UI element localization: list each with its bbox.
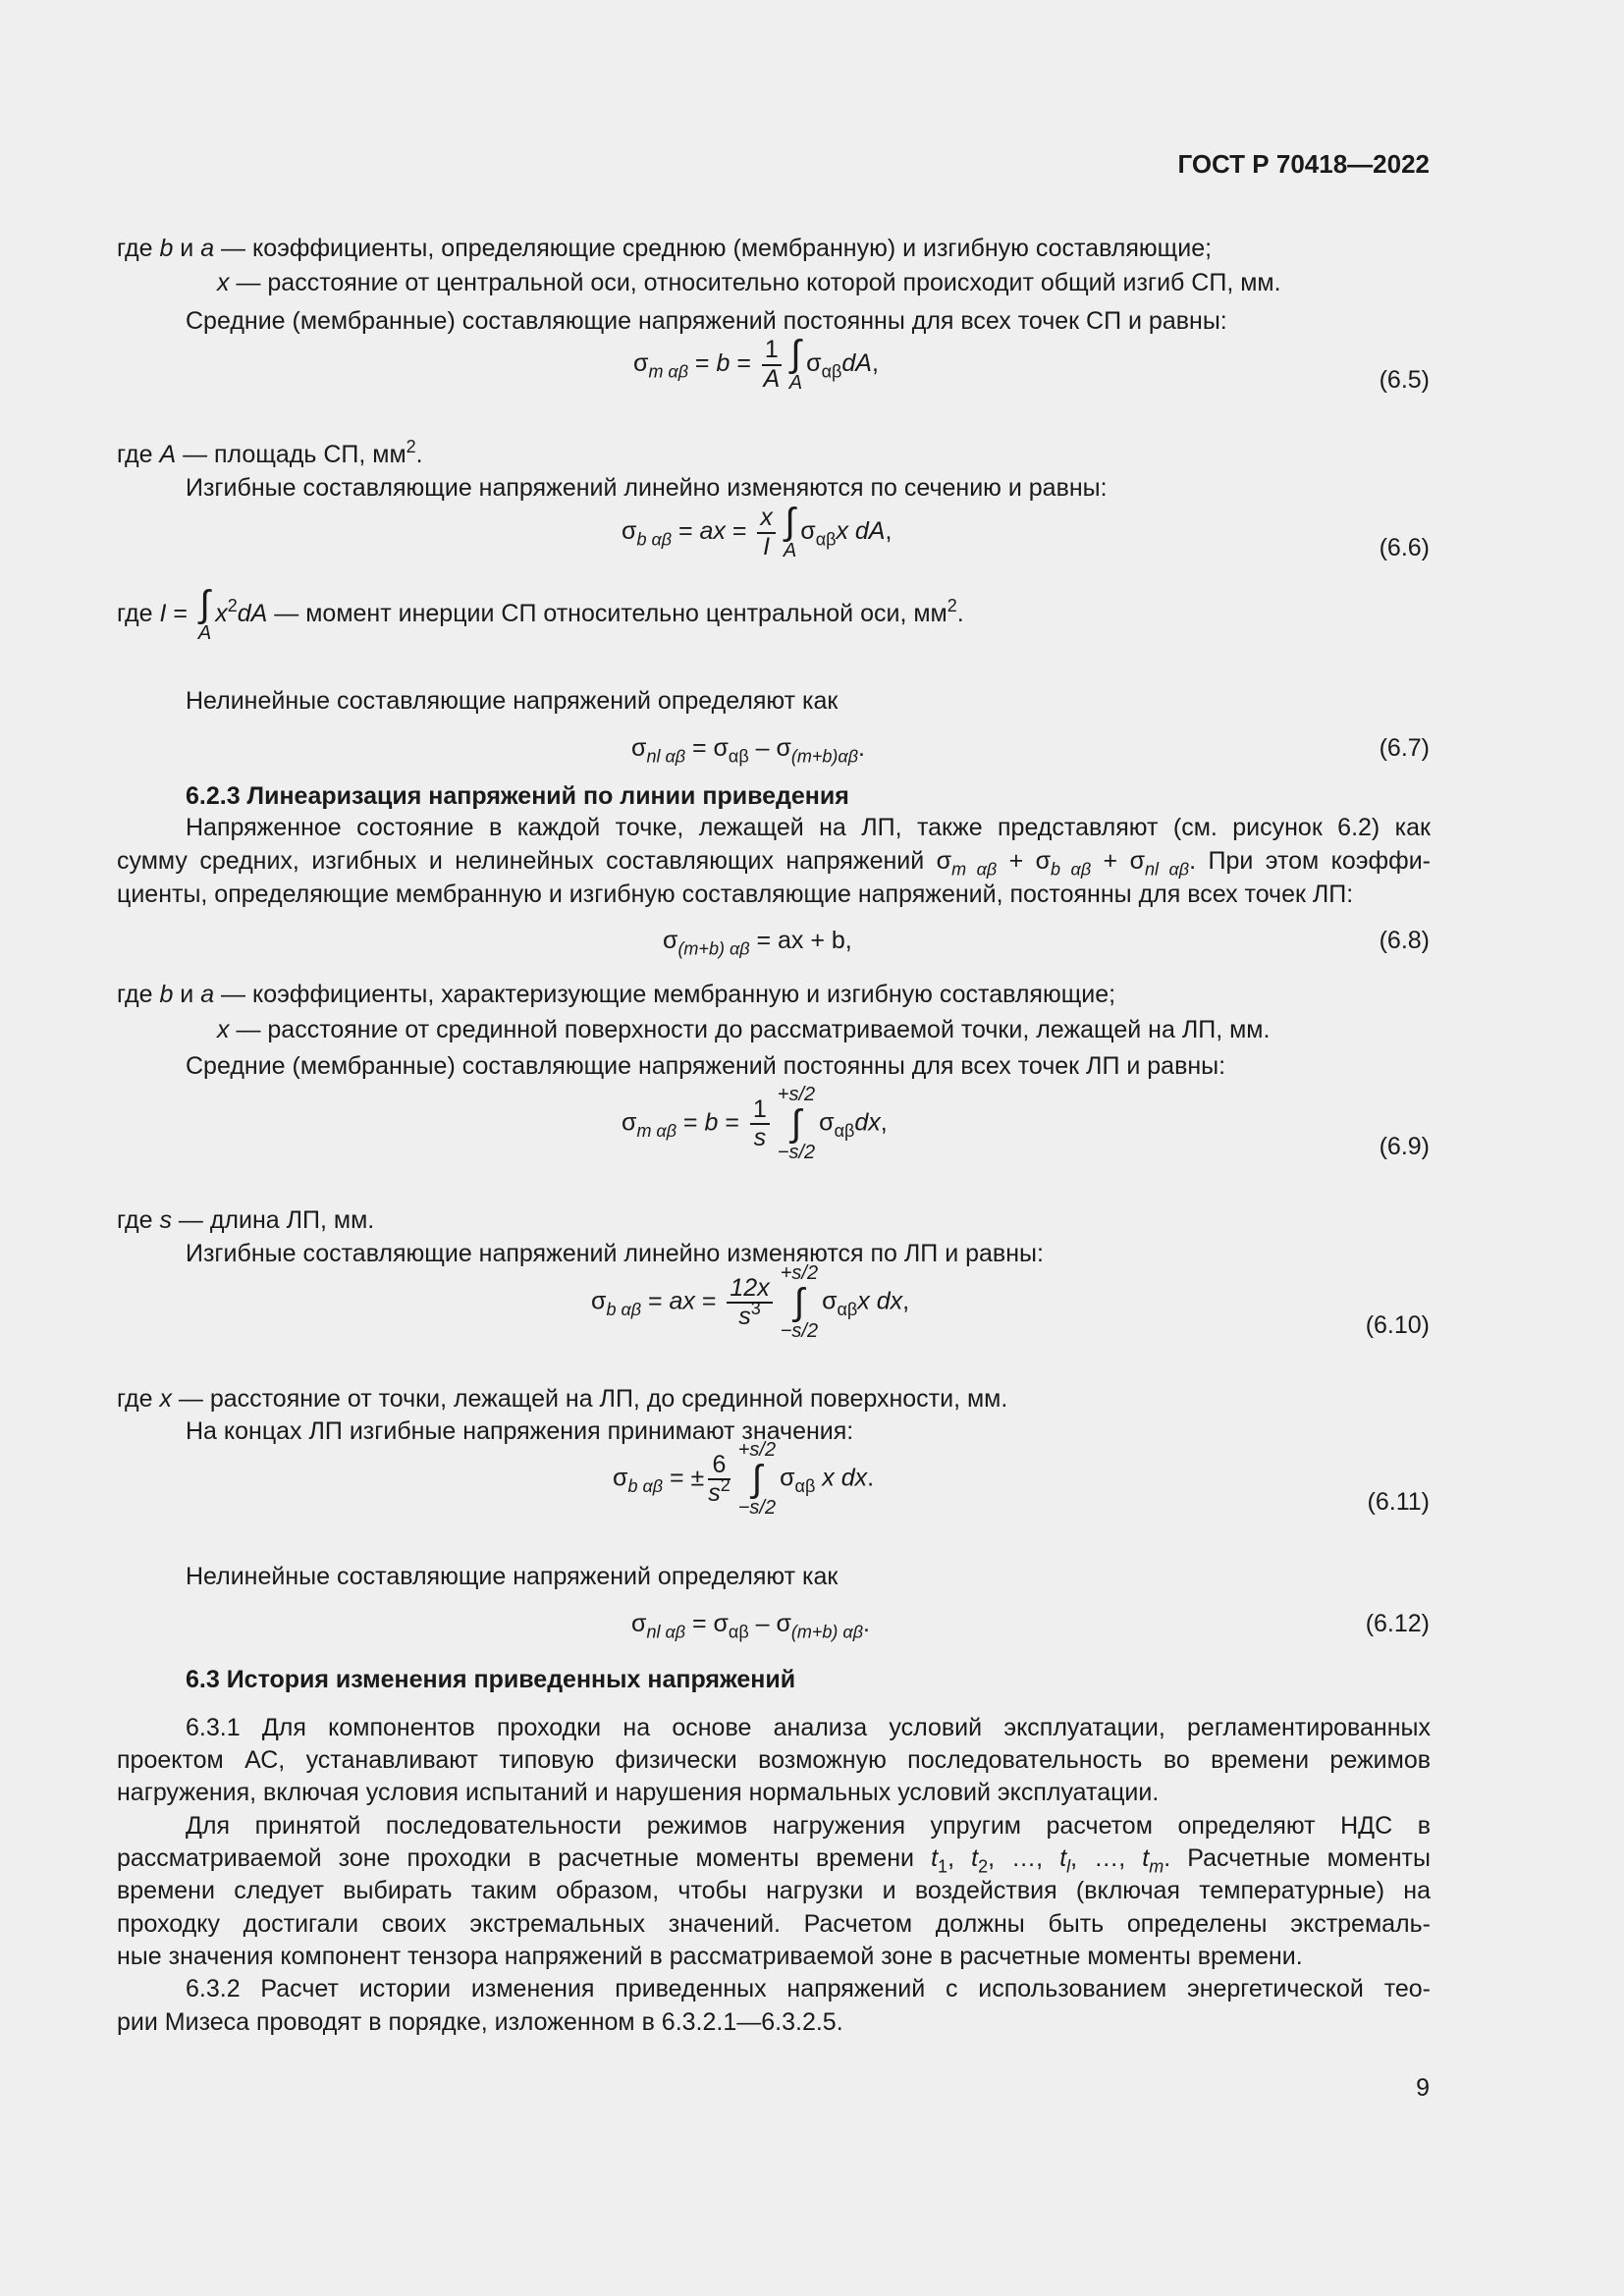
equation-6-8: $\sigma_{(m+b) \alpha\beta}$ = ax + b, (6.8) [0,924,1624,957]
text-line: где A — площадь СП, $мм^2$. [117,437,423,468]
equation-number: (6.5) [1379,366,1430,394]
text-line: Изгибные составляющие напряжений линейно изменяются по сечению и равны: [186,474,1108,502]
equation-number: (6.7) [1379,734,1430,762]
text-line: x — расстояние от срединной поверхности до рассматриваемой точки, лежащей на ЛП, мм. [217,1016,1271,1043]
equation-number: (6.9) [1379,1133,1430,1160]
equation-number: (6.11) [1367,1488,1430,1516]
equation-6-12: $\sigma_{nl \alpha\beta} = \sigma_{\alpha\beta} - \sigma_{(m+b) \alpha\beta}$. (6.12) [0,1607,1624,1640]
text-line: проектом АС, устанавливают типовую физически возможную последовательность во времени режимов [117,1746,1431,1774]
text-line: Средние (мембранные) составляющие напряжений постоянны для всех точек ЛП и равны: [186,1052,1226,1080]
equation-6-6: $\sigma_{b \alpha\beta}$ = ax = $\frac{x}{I}$ ∫ A $\sigma_{\alpha\beta}x$ dA, (6.6) [0,531,1624,564]
text-line: 6.3.1 Для компонентов проходки на основе анализа условий эксплуатации, регламентированных [186,1714,1431,1741]
text-line: рии Мизеса проводят в порядке, изложенном в 6.3.2.1—6.3.2.5. [117,2008,843,2036]
text-line: Изгибные составляющие напряжений линейно изменяются по ЛП и равны: [186,1240,1044,1267]
text-line: На концах ЛП изгибные напряжения принимают значения: [186,1417,854,1445]
equation-6-10: $\sigma_{b \alpha\beta}$ = ax = $\frac{12x}{s^3}$ +s/2 ∫ −s/2 $\sigma_{\alpha\beta}x$ dx, (6.10) [591,1262,1430,1342]
text-line: где s — длина ЛП, мм. [117,1206,375,1234]
text-line: времени следует выбирать таким образом, чтобы нагрузки и воздействия (включая температурные) на [117,1877,1431,1904]
text-line: проходку достигали своих экстремальных значений. Расчетом должны быть определены экстремаль- [117,1910,1431,1938]
text-line: рассматриваемой зоне проходки в расчетные моменты времени $t_1$, $t_2$, …, $t_l$, …, $t_m$. Расчетные моменты [117,1844,1431,1877]
text-line: сумму средних, изгибных и нелинейных составляющих напряжений $\sigma_{m \alpha\beta} + \sigma_{b \alpha\beta} + \sigma_{nl \alpha\beta}$. При этом коэффи- [117,847,1431,880]
page-number: 9 [1416,2074,1430,2102]
equation-6-11: $\sigma_{b \alpha\beta}$ = ± $\frac{6}{s^2}$ +s/2 ∫ −s/2 $\sigma_{\alpha\beta}$ x dx. (6.11) [613,1439,1430,1519]
text-line: Для принятой последовательности режимов нагружения упругим расчетом определяют НДС в [186,1812,1431,1840]
text-line: Средние (мембранные) составляющие напряжений постоянны для всех точек СП и равны: [186,307,1227,335]
equation-number: (6.6) [1379,534,1430,561]
equation-number: (6.8) [1379,927,1430,954]
text-line-inertia: где I = ∫ A $x^2dA$ — момент инерции СП относительно центральной оси, $мм^2$. [117,584,964,644]
text-line: где b и a — коэффициенты, определяющие среднюю (мембранную) и изгибную составляющие; [117,235,1213,262]
text-line: Нелинейные составляющие напряжений определяют как [186,687,839,715]
text-line: Напряженное состояние в каждой точке, лежащей на ЛП, также представляют (см. рисунок 6.2) как [186,814,1431,841]
equation-number: (6.12) [1365,1610,1430,1637]
equation-6-5: $\sigma_{m \alpha\beta} = b$ = $\frac{1}{A}$ ∫ A $\sigma_{\alpha\beta}dA$, (6.5) [0,363,1624,397]
equation-6-7: $\sigma_{nl \alpha\beta} = \sigma_{\alpha\beta} - \sigma_{(m+b)\alpha\beta}$. (6.7) [0,731,1624,765]
section-heading-6-2-3: 6.2.3 Линеаризация напряжений по линии приведения [186,782,849,810]
equation-number: (6.10) [1365,1311,1430,1339]
text-line: где b и a — коэффициенты, характеризующие мембранную и изгибную составляющие; [117,981,1116,1008]
text-line: 6.3.2 Расчет истории изменения приведенных напряжений с использованием энергетической тео- [186,1975,1431,2002]
text-line: ные значения компонент тензора напряжений в рассматриваемой зоне в расчетные моменты времени. [117,1943,1303,1970]
text-line: нагружения, включая условия испытаний и нарушения нормальных условий эксплуатации. [117,1779,1160,1806]
section-heading-6-3: 6.3 История изменения приведенных напряжений [186,1666,796,1693]
text-line: Нелинейные составляющие напряжений определяют как [186,1563,839,1590]
text-line: циенты, определяющие мембранную и изгибную составляющие напряжений, постоянны для всех точек ЛП: [117,881,1354,908]
text-line: где x — расстояние от точки, лежащей на ЛП, до срединной поверхности, мм. [117,1385,1008,1413]
page-header: ГОСТ Р 70418—2022 [1177,149,1430,179]
text-line: x — расстояние от центральной оси, относительно которой происходит общий изгиб СП, мм. [217,269,1281,296]
equation-6-9: $\sigma_{m \alpha\beta} = b$ = $\frac{1}{s}$ +s/2 ∫ −s/2 $\sigma_{\alpha\beta}dx$, (6.9) [622,1084,1430,1163]
